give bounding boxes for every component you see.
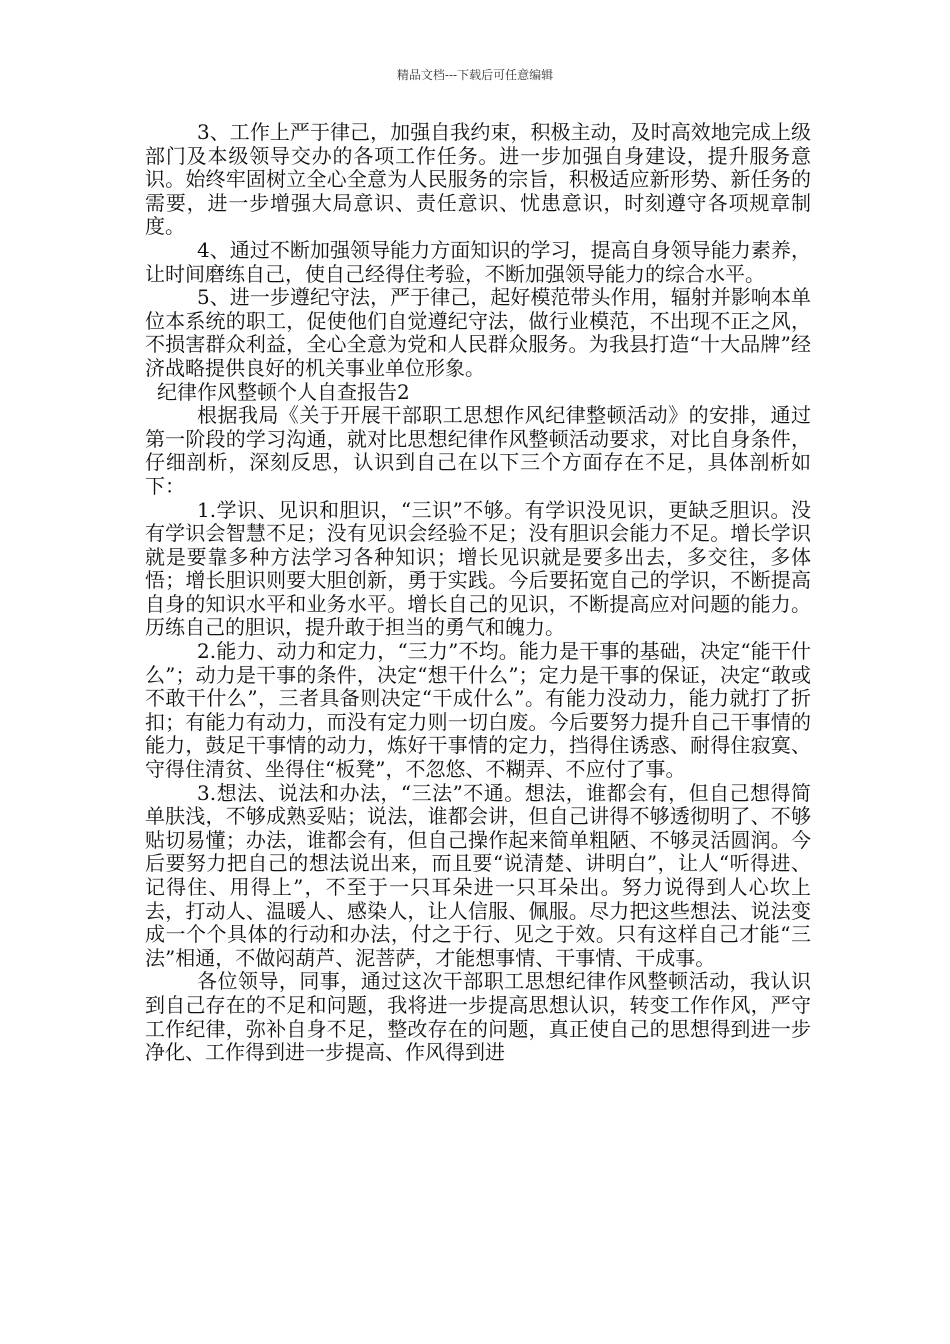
paragraph-intro: 根据我局《关于开展干部职工思想作风纪律整顿活动》的安排，通过第一阶段的学习沟通，就对比思想纪律作风整顿活动要求，对比自身条件，仔细剖析，深刻反思，认识到自己在以下三个方面存在不足，具体剖析如下： [145,403,811,498]
document-body [145,121,811,1065]
section-title: 纪律作风整顿个人自查报告2 [157,379,410,404]
paragraph-three-forces: 2.能力、动力和定力，“三力”不均。能力是干事的基础，决定“能干什么”；动力是干事的条件，决定“想干什么”；定力是干事的保证，决定“敢或不敢干什么”，三者具备则决定“干成什么”。有能力没动力，能力就打了折扣；有能力有动力，而没有定力则一切白废。今后要努力提升自己干事情的能力，鼓足干事情的动力，炼好干事情的定力，挡得住诱惑、耐得住寂寞、守得住清贫、坐得住“板凳”，不忽悠、不糊弄、不应付了事。 [145,639,811,782]
paragraph-conclusion: 各位领导，同事，通过这次干部职工思想纪律作风整顿活动，我认识到自己存在的不足和问题，我将进一步提高思想认识，转变工作作风，严守工作纪律，弥补自身不足，整改存在的问题，真正使自己的思想得到进一步净化、工作得到进一步提高、作风得到进 [145,969,811,1065]
page-header: 精品文档---下载后可任意编辑 [396,68,554,82]
paragraph-three-methods: 3.想法、说法和办法，“三法”不通。想法，谁都会有，但自己想得简单肤浅，不够成熟妥贴；说法，谁都会讲，但自己讲得不够透彻明了、不够贴切易懂；办法，谁都会有，但自己操作起来简单粗陋、不够灵活圆润。今后要努力把自己的想法说出来，而且要“说清楚、讲明白”，让人“听得进、记得住、用得上”，不至于一只耳朵进一只耳朵出。努力说得到人心坎上去，打动人、温暖人、感染人，让人信服、佩服。尽力把这些想法、说法变成一个个具体的行动和办法，付之于行、见之于效。只有这样自己才能“三法”相通，不做闷葫芦、泥菩萨，才能想事情、干事情、干成事。 [145,780,811,970]
paragraph-item-5: 5、进一步遵纪守法，严于律己，起好模范带头作用，辐射并影响本单位本系统的职工，促使他们自觉遵纪守法，做行业模范，不出现不正之风，不损害群众利益，全心全意为党和人民群众服务。为我县打造“十大品牌”经济战略提供良好的机关事业单位形象。 [145,285,811,380]
paragraph-item-3: 3、工作上严于律己，加强自我约束，积极主动，及时高效地完成上级部门及本级领导交办的各项工作任务。进一步加强自身建设，提升服务意识。始终牢固树立全心全意为人民服务的宗旨，积极适应新形势、新任务的需要，进一步增强大局意识、责任意识、忧患意识，时刻遵守各项规章制度。 [145,120,811,239]
paragraph-three-knowledge: 1.学识、见识和胆识，“三识”不够。有学识没见识，更缺乏胆识。没有学识会智慧不足；没有见识会经验不足；没有胆识会能力不足。增长学识就是要靠多种方法学习各种知识；增长见识就是要多出去，多交往，多体悟；增长胆识则要大胆创新，勇于实践。今后要拓宽自己的学识，不断提高自身的知识水平和业务水平。增长自己的见识，不断提高应对问题的能力。历练自己的胆识，提升敢于担当的勇气和魄力。 [145,497,811,640]
paragraph-item-4: 4、通过不断加强领导能力方面知识的学习，提高自身领导能力素养，让时间磨练自己，使自己经得住考验，不断加强领导能力的综合水平。 [145,237,811,286]
